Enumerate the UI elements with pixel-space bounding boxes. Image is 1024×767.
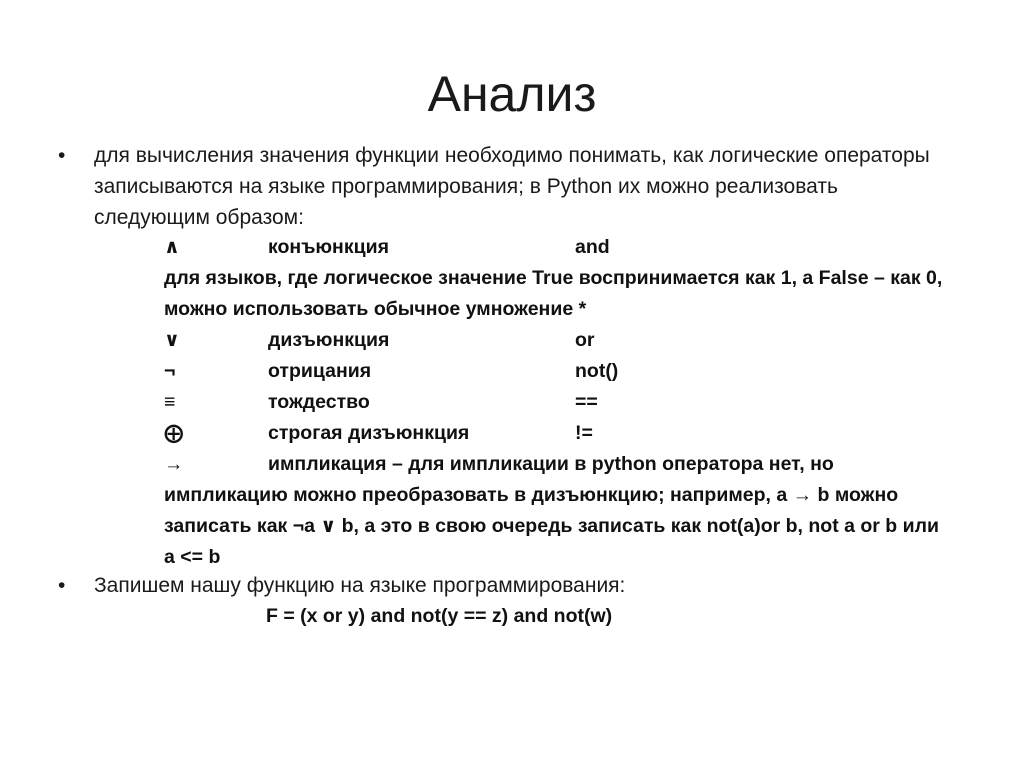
bullet-text-function: Запишем нашу функцию на языке программирования:	[94, 574, 626, 597]
operator-python: ==	[575, 391, 598, 413]
operator-python: not()	[575, 360, 619, 382]
operator-row-equivalence	[164, 387, 964, 418]
operator-name: строгая дизъюнкция	[268, 422, 470, 444]
operator-symbol: ≡	[164, 391, 176, 413]
operator-name: отрицания	[268, 360, 372, 382]
slide-title: Анализ	[427, 66, 597, 122]
operator-name: дизъюнкция	[268, 329, 390, 351]
conjunction-note: для языков, где логическое значение True воспринимается как 1, а False – как 0, можно использовать обычное умножение *	[164, 267, 943, 320]
operator-name: тождество	[268, 391, 370, 413]
operator-symbol: ⨁	[164, 422, 184, 444]
operator-row-conjunction	[164, 232, 964, 263]
operator-row-xor	[164, 418, 964, 449]
bullet-marker: •	[58, 574, 66, 597]
bullet-marker: •	[58, 144, 66, 167]
operators-list	[164, 232, 964, 573]
operator-symbol: →	[164, 453, 184, 475]
operator-symbol: ∨	[164, 329, 180, 351]
function-formula: F = (x or y) and not(y == z) and not(w)	[266, 605, 613, 627]
operator-symbol: ∧	[164, 236, 180, 258]
operator-python: !=	[575, 422, 593, 444]
operator-row-negation	[164, 356, 964, 387]
operator-row-implication	[164, 449, 964, 573]
operator-row-disjunction	[164, 325, 964, 356]
operator-name: конъюнкция	[268, 236, 389, 258]
operator-python: or	[575, 329, 595, 351]
operator-symbol: ¬	[164, 360, 176, 382]
implication-text: импликация – для импликации в python оператора нет, но импликацию можно преобразовать в дизъюнкцию; например, a → b можно записать как ¬a ∨ b, а это в свою очередь записать как not(a)or b, not a or b или a <= b	[164, 453, 939, 568]
operator-python: and	[575, 236, 610, 258]
bullet-text-intro: для вычисления значения функции необходимо понимать, как логические операторы записываются на языке программирования; в Python их можно реализовать следующим образом:	[94, 144, 930, 229]
